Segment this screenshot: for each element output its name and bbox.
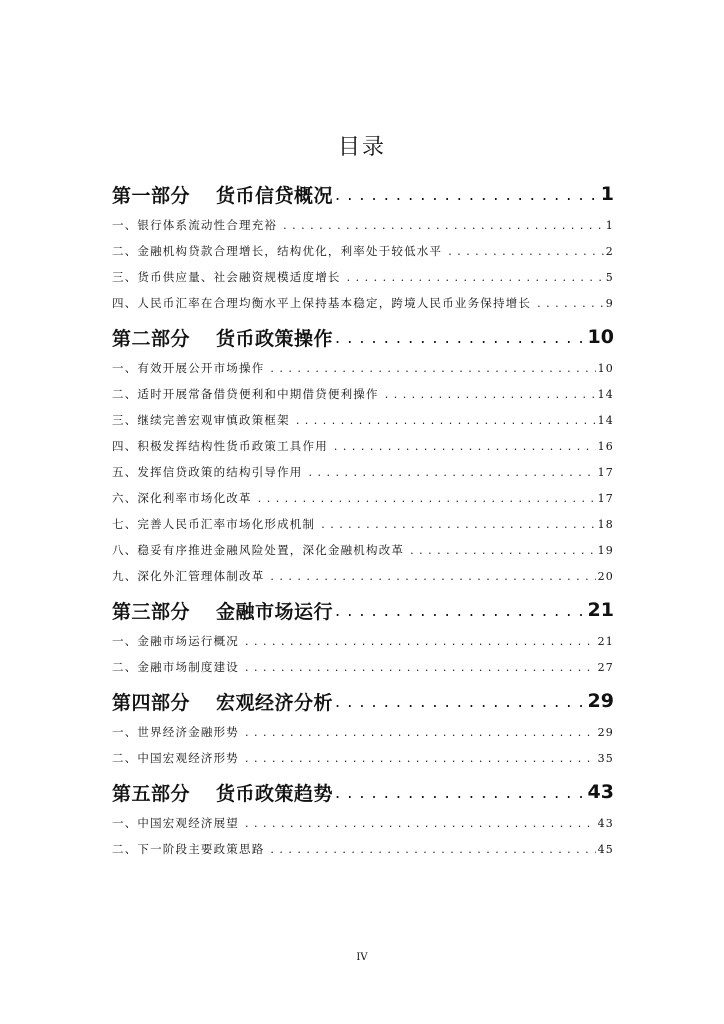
table-of-contents: [112, 178, 614, 867]
part-heading: [112, 181, 333, 208]
page-number: 19: [597, 544, 614, 557]
part-heading: [112, 597, 333, 624]
dot-leader: [264, 570, 595, 583]
dot-leader: [239, 635, 596, 648]
part-number: 第一部分: [112, 184, 191, 207]
toc-item[interactable]: [112, 659, 614, 685]
item-title: 九、深化外汇管理体制改革: [112, 569, 265, 583]
item-title: 二、金融市场制度建设: [112, 660, 239, 674]
toc-title: 目录: [337, 135, 386, 160]
dot-leader: [239, 661, 596, 674]
toc-item[interactable]: [112, 412, 614, 438]
dot-leader: [315, 518, 595, 531]
page-number: 5: [605, 271, 614, 284]
dot-leader: [442, 245, 604, 258]
part-name: 货币信贷概况: [216, 184, 334, 207]
page-number: 1: [600, 183, 614, 205]
part-heading: [112, 688, 333, 715]
part-name: 货币政策操作: [216, 327, 334, 350]
toc-item[interactable]: [112, 217, 614, 243]
part-name: 宏观经济分析: [216, 691, 334, 714]
dot-leader: [333, 692, 584, 711]
part-number: 第五部分: [112, 782, 191, 805]
part-name: 金融市场运行: [216, 600, 334, 623]
page-number: 2: [605, 245, 614, 258]
page-number: 29: [587, 690, 614, 712]
item-title: 一、世界经济金融形势: [112, 725, 239, 739]
item-title: 一、中国宏观经济展望: [112, 816, 239, 830]
page-number: 9: [605, 297, 614, 310]
toc-item[interactable]: [112, 295, 614, 321]
item-title: 四、人民币汇率在合理均衡水平上保持基本稳定，跨境人民币业务保持增长: [112, 296, 532, 310]
dot-leader: [333, 185, 597, 204]
dot-leader: [264, 362, 595, 375]
page-number: 35: [597, 752, 614, 765]
toc-item[interactable]: [112, 542, 614, 568]
dot-leader: [239, 726, 596, 739]
toc-item[interactable]: [112, 464, 614, 490]
part-number: 第二部分: [112, 327, 191, 350]
dot-leader: [264, 843, 595, 856]
part-number: 第四部分: [112, 691, 191, 714]
toc-item[interactable]: [112, 815, 614, 841]
page-number: 45: [597, 843, 614, 856]
dot-leader: [252, 492, 596, 505]
dot-leader: [328, 440, 596, 453]
dot-leader: [341, 271, 604, 284]
toc-item[interactable]: [112, 243, 614, 269]
dot-leader: [303, 466, 596, 479]
toc-item[interactable]: [112, 633, 614, 659]
toc-item[interactable]: [112, 516, 614, 542]
toc-part-4[interactable]: [112, 685, 614, 717]
page-number: 21: [587, 599, 614, 621]
page-number: 18: [597, 518, 614, 531]
dot-leader: [404, 544, 595, 557]
item-title: 五、发挥信贷政策的结构引导作用: [112, 465, 303, 479]
toc-item[interactable]: [112, 724, 614, 750]
item-title: 六、深化利率市场化改革: [112, 491, 252, 505]
part-name: 货币政策趋势: [216, 782, 334, 805]
toc-part-2[interactable]: [112, 321, 614, 353]
dot-leader: [333, 328, 584, 347]
dot-leader: [333, 783, 584, 802]
page-number: 20: [597, 570, 614, 583]
item-title: 二、中国宏观经济形势: [112, 751, 239, 765]
item-title: 一、有效开展公开市场操作: [112, 361, 265, 375]
page-number: 43: [597, 817, 614, 830]
item-title: 八、稳妥有序推进金融风险处置，深化金融机构改革: [112, 543, 405, 557]
dot-leader: [239, 817, 596, 830]
page-number: 17: [597, 466, 614, 479]
dot-leader: [333, 601, 584, 620]
dot-leader: [531, 297, 604, 310]
page-number: 10: [597, 362, 614, 375]
toc-item[interactable]: [112, 568, 614, 594]
item-title: 二、下一阶段主要政策思路: [112, 842, 265, 856]
toc-part-5[interactable]: [112, 776, 614, 808]
dot-leader: [277, 219, 604, 232]
page-number: 29: [597, 726, 614, 739]
item-title: 一、金融市场运行概况: [112, 634, 239, 648]
item-title: 二、适时开展常备借贷便利和中期借贷便利操作: [112, 387, 379, 401]
page-number: 17: [597, 492, 614, 505]
part-heading: [112, 779, 333, 806]
toc-item[interactable]: [112, 490, 614, 516]
page-number: 43: [587, 781, 614, 803]
page-number: 14: [597, 414, 614, 427]
dot-leader: [239, 752, 596, 765]
page-number: 16: [597, 440, 614, 453]
toc-item[interactable]: [112, 438, 614, 464]
page-number: 27: [597, 661, 614, 674]
item-title: 一、银行体系流动性合理充裕: [112, 218, 278, 232]
toc-item[interactable]: [112, 386, 614, 412]
page-number: 1: [605, 219, 614, 232]
toc-item[interactable]: [112, 269, 614, 295]
dot-leader: [379, 388, 596, 401]
part-number: 第三部分: [112, 600, 191, 623]
item-title: 三、继续完善宏观审慎政策框架: [112, 413, 290, 427]
footer-page-number: IV: [356, 952, 368, 963]
item-title: 四、积极发挥结构性货币政策工具作用: [112, 439, 328, 453]
item-title: 七、完善人民币汇率市场化形成机制: [112, 517, 316, 531]
page-number: 10: [587, 326, 614, 348]
toc-part-3[interactable]: [112, 594, 614, 626]
toc-item[interactable]: [112, 750, 614, 776]
toc-item[interactable]: [112, 360, 614, 386]
page-number: 21: [597, 635, 614, 648]
dot-leader: [290, 414, 596, 427]
toc-item[interactable]: [112, 841, 614, 867]
item-title: 三、货币供应量、社会融资规模适度增长: [112, 270, 341, 284]
page-number: 14: [597, 388, 614, 401]
toc-part-1[interactable]: [112, 178, 614, 210]
item-title: 二、金融机构贷款合理增长，结构优化，利率处于较低水平: [112, 244, 443, 258]
part-heading: [112, 324, 333, 351]
